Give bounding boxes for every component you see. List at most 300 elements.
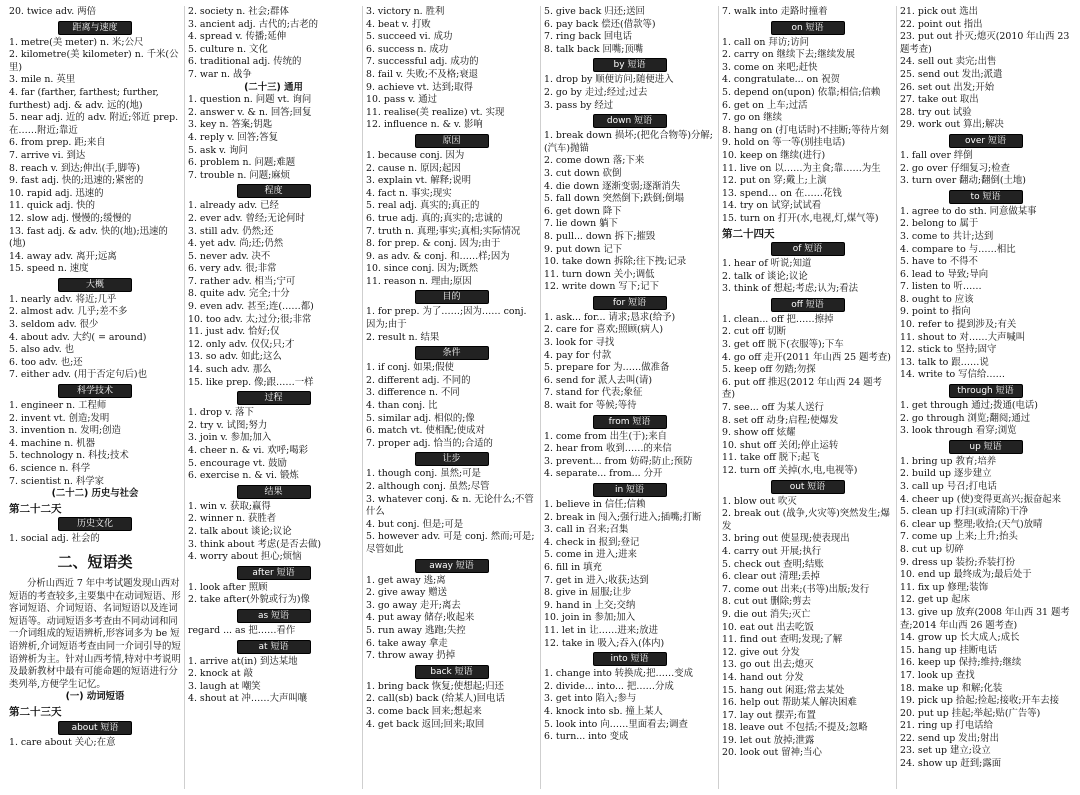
entry: 1. because conj. 因为 bbox=[366, 149, 465, 161]
entry: 7. rather adv. 相当;宁可 bbox=[188, 275, 296, 287]
entry: 11. find out 查明;发现;了解 bbox=[722, 634, 843, 646]
entry: 2. care for 喜欢;照顾(病人) bbox=[544, 324, 664, 336]
entry: 6. true adj. 真的;真实的;忠诚的 bbox=[366, 212, 503, 224]
entry: 7. war n. 战争 bbox=[188, 68, 252, 80]
entry: 1. agree to do sth. 同意做某事 bbox=[900, 205, 1037, 217]
entry: 4. get back 返回;回来;取回 bbox=[366, 718, 485, 730]
entry: 3. explain vt. 解释;说明 bbox=[366, 175, 472, 187]
entry: 9. achieve vt. 达到;取得 bbox=[366, 81, 473, 93]
entry: 2. carry on 继续下去;继续发展 bbox=[722, 49, 855, 61]
entry: 7. come out 出来;(书等)出版;发行 bbox=[722, 583, 870, 595]
entry: 11. shout to 对……大声喊叫 bbox=[900, 331, 1026, 343]
entry: 3. come back 回来;想起来 bbox=[366, 705, 482, 717]
entry: 1. metre(美 meter) n. 米;公尺 bbox=[9, 36, 144, 48]
intro-paragraph: 分析山西近 7 年中考试题发现山西对短语的考查较多,主要集中在动词短语、形容词短语、介词短语、名词短语以及连词短语等。动词短语多考查由不同动词和同一介词组成的短语辨析,形容词多为 be 短语辨析,介词短语考查由同一介词引导的短语辨析为主。针对山西考情,特对中考说明及最新教材中最有可能命题的短语进行分类列举,方便学生记忆。 bbox=[9, 577, 181, 690]
entry: 4. die down 逐渐变弱;逐渐消失 bbox=[544, 180, 681, 192]
entry: 10. shut off 关闭;停止运转 bbox=[722, 439, 839, 451]
entry: 5. check out 查明;结账 bbox=[722, 558, 824, 570]
entry: 5. ask v. 询问 bbox=[188, 144, 248, 156]
entry: 2. although conj. 虽然;尽管 bbox=[366, 481, 490, 492]
entry: 1. get away 逃;离 bbox=[366, 574, 446, 586]
entry: 5. never adv. 决不 bbox=[188, 250, 271, 262]
category-heading: of 短语 bbox=[771, 242, 845, 256]
entry: 6. get on 上车;过活 bbox=[722, 99, 808, 111]
entry: 6. very adv. 很;非常 bbox=[188, 263, 277, 275]
entry: 22. send up 发出;射出 bbox=[900, 732, 999, 744]
entry: 5. also adv. 也 bbox=[9, 344, 75, 356]
entry: 2. hear from 收到……的来信 bbox=[544, 443, 672, 455]
entry: 3. seldom adv. 很少 bbox=[9, 319, 99, 331]
category-heading: from 短语 bbox=[593, 415, 667, 429]
entry: 21. ring up 打电话给 bbox=[900, 720, 993, 732]
entry: 8. reach v. 到达;伸出(手,脚等) bbox=[9, 162, 141, 174]
entry: 5. technology n. 科技;技术 bbox=[9, 450, 129, 462]
entry: 2. kilometre(美 kilometer) n. 千米(公里) bbox=[9, 49, 179, 73]
entry: 3. turn over 翻动;翻倒(土地) bbox=[900, 175, 1026, 187]
entry: 12. put on 穿;戴上;上演 bbox=[722, 175, 827, 187]
entry: 1. break down 损坏;(把化合物等)分解;(汽车)抛锚 bbox=[544, 130, 713, 154]
entry: 5. similar adj. 相似的;像 bbox=[366, 412, 475, 424]
entry: 7. stand for 代表;象征 bbox=[544, 387, 643, 399]
section-title: 二、短语类 bbox=[57, 552, 133, 571]
entry: 2. go through 浏览;翻阅;通过 bbox=[900, 412, 1031, 424]
entry: 3. think of 想起;考虑;认为;看法 bbox=[722, 283, 858, 295]
entry: 3. pass by 经过 bbox=[544, 99, 614, 111]
day-heading: 第二十二天 bbox=[9, 502, 62, 515]
entry: 5. clean up 打扫(或清除)干净 bbox=[900, 506, 1029, 518]
entry: 28. try out 试验 bbox=[900, 106, 972, 118]
entry: 2. divide... into... 把……分成 bbox=[544, 680, 674, 692]
entry: 19. pick up 拾起;捡起;接收;开车去接 bbox=[900, 695, 1060, 707]
entry: 2. belong to 属于 bbox=[900, 218, 979, 230]
entry: 10. keep on 继续(进行) bbox=[722, 149, 826, 161]
entry: 9. hold on 等一等(别挂电话) bbox=[722, 137, 846, 149]
entry: 12. get up 起床 bbox=[900, 594, 970, 606]
entry: 2. call(sb) back (给某人)回电话 bbox=[366, 693, 505, 705]
category-heading: in 短语 bbox=[593, 483, 667, 497]
entry: 8. hang on (打电话时)不挂断;等待片刻 bbox=[722, 124, 889, 136]
entry: 2. society n. 社会;群体 bbox=[188, 6, 289, 17]
entry: 18. leave out 不包括;不提及;忽略 bbox=[722, 722, 868, 734]
entry: 7. proper adj. 恰当的;合适的 bbox=[366, 437, 493, 449]
entry: 24. show up 赶到;露面 bbox=[900, 758, 1002, 770]
entry: 10. eat out 出去吃饭 bbox=[722, 621, 814, 633]
entry: 6. take away 拿走 bbox=[366, 637, 448, 649]
entry: 2. talk of 谈论;议论 bbox=[722, 270, 808, 282]
entry: 2. go by 走过;经过;过去 bbox=[544, 86, 648, 98]
entry: 6. get down 降下 bbox=[544, 205, 622, 217]
entry: 1. win v. 获取;赢得 bbox=[188, 500, 271, 512]
entry: 20. look out 留神;当心 bbox=[722, 747, 822, 759]
entry: 1. nearly adv. 将近;几乎 bbox=[9, 293, 117, 305]
entry: 1. question n. 问题 vt. 询问 bbox=[188, 94, 312, 106]
entry: 7. listen to 听…… bbox=[900, 281, 982, 293]
entry: 6. from prep. 距;来自 bbox=[9, 137, 106, 149]
document-page bbox=[6, 6, 1074, 789]
category-heading: after 短语 bbox=[237, 566, 311, 580]
entry: 3. victory n. 胜利 bbox=[366, 6, 445, 17]
entry: 11. quick adj. 快的 bbox=[9, 200, 96, 212]
entry: 5. however adv. 可是 conj. 然而;可是;尽管如此 bbox=[366, 531, 535, 555]
entry: 9. show off 炫耀 bbox=[722, 427, 796, 439]
entry: 9. die out 消失;灭亡 bbox=[722, 608, 811, 620]
entry: 25. send out 发出;派遣 bbox=[900, 68, 1003, 80]
entry: 4. fact n. 事实;现实 bbox=[366, 187, 452, 199]
entry: 14. try on 试穿;试试看 bbox=[722, 200, 822, 212]
category-heading: as 短语 bbox=[237, 609, 311, 623]
verb-phrase-heading: (一) 动词短语 bbox=[65, 691, 125, 703]
entry: 5. depend on(upon) 依靠;相信;信赖 bbox=[722, 86, 881, 98]
column-3-lower bbox=[366, 559, 537, 732]
entry: 11. just adv. 恰好;仅 bbox=[188, 326, 280, 338]
category-heading: over 短语 bbox=[949, 134, 1023, 148]
entry: 6. lead to 导致;导向 bbox=[900, 268, 989, 280]
category-heading: 历史文化 bbox=[58, 517, 132, 531]
entry: 1. though conj. 虽然;可是 bbox=[366, 468, 481, 480]
entry: 12. turn off 关掉(水,电,电视等) bbox=[722, 465, 858, 476]
category-heading: about 短语 bbox=[58, 721, 132, 735]
entry: 2. ever adv. 曾经;无论何时 bbox=[188, 212, 305, 224]
entry: 6. too adv. 也;还 bbox=[9, 356, 83, 368]
entry: 8. set off 动身;启程;使爆发 bbox=[722, 414, 839, 426]
entry: 13. so adv. 如此;这么 bbox=[188, 351, 282, 363]
column-4 bbox=[540, 6, 718, 789]
entry: 4. about adv. 大约( = around) bbox=[9, 331, 147, 343]
entry: 12. slow adj. 慢慢的;缓慢的 bbox=[9, 212, 132, 224]
entry: 2. cause n. 原因;起因 bbox=[366, 162, 461, 174]
entry: 2. invent vt. 创造;发明 bbox=[9, 412, 110, 424]
entry: 5. fall down 突然倒下;跌倒;倒塌 bbox=[544, 193, 684, 205]
entry: 2. break in 闯入;强行进入;插嘴;打断 bbox=[544, 511, 702, 523]
entry: 15. like prep. 像;跟……一样 bbox=[188, 376, 314, 388]
entry: 2. take after(外貌或行为)像 bbox=[188, 594, 310, 606]
category-heading: out 短语 bbox=[771, 480, 845, 494]
column-1-upper bbox=[9, 6, 181, 546]
entry: 6. fill in 填充 bbox=[544, 561, 602, 573]
entry: 5. succeed vi. 成功 bbox=[366, 31, 453, 43]
entry: 6. send for 派人去叫(请) bbox=[544, 374, 653, 386]
entry: 4. machine n. 机器 bbox=[9, 437, 96, 449]
entry: 9. even adv. 甚至;连(……都) bbox=[188, 301, 314, 313]
column-2-lower bbox=[188, 526, 359, 706]
entry: 6. clear up 整理;收拾;(天气)放晴 bbox=[900, 518, 1043, 530]
entry: 5. encourage vt. 鼓励 bbox=[188, 457, 287, 469]
entry: 2. talk about 谈论;议论 bbox=[188, 525, 292, 537]
entry: 3. think about 考虑(是否去做) bbox=[188, 538, 322, 550]
entry: 3. cut down 砍倒 bbox=[544, 167, 622, 179]
category-heading: into 短语 bbox=[593, 652, 667, 666]
entry: 4. but conj. 但是;可是 bbox=[366, 518, 464, 530]
entry: 9. dress up 装扮;乔装打扮 bbox=[900, 556, 1015, 568]
entry: 6. pay back 偿还(借款等) bbox=[544, 18, 656, 30]
entry: 3. key n. 答案;钥匙 bbox=[188, 119, 273, 131]
entry: 14. write to 写信给…… bbox=[900, 369, 1005, 381]
entry: 11. fix up 修理;装饰 bbox=[900, 581, 989, 593]
entry: 3. look through 看穿;浏览 bbox=[900, 425, 1017, 437]
column-3-upper bbox=[366, 6, 537, 557]
entry: 5. give back 归还;送回 bbox=[544, 6, 645, 17]
category-heading: 条件 bbox=[415, 346, 489, 360]
entry: 20. twice adv. 两倍 bbox=[9, 6, 96, 17]
entry: 1. arrive at(in) 到达某地 bbox=[188, 655, 298, 667]
entry: 11. let in 让……进来;放进 bbox=[544, 624, 658, 636]
entry: 4. yet adv. 尚;还;仍然 bbox=[188, 238, 284, 250]
entry: 2. result n. 结果 bbox=[366, 331, 440, 343]
entry: 19. let out 放掉;泄露 bbox=[722, 734, 815, 746]
entry: 13. talk to 跟……说 bbox=[900, 356, 989, 368]
entry: 1. care about 关心;在意 bbox=[9, 736, 116, 748]
entry: 7. successful adj. 成功的 bbox=[366, 56, 479, 68]
entry: 9. put down 记下 bbox=[544, 243, 623, 255]
category-heading: off 短语 bbox=[771, 298, 845, 312]
entry: 4. cheer up (使)变得更高兴;振奋起来 bbox=[900, 493, 1062, 505]
entry: 9. as adv. & conj. 和……样;因为 bbox=[366, 250, 510, 262]
entry: 24. sell out 卖完;出售 bbox=[900, 56, 997, 68]
entry: 3. laugh at 嘲笑 bbox=[188, 680, 261, 692]
category-heading: 让步 bbox=[415, 452, 489, 466]
entry: 8. for prep. & conj. 因为;由于 bbox=[366, 238, 501, 250]
entry: 11. take off 脱下;起飞 bbox=[722, 452, 820, 464]
entry: 10. since conj. 因为;既然 bbox=[366, 263, 478, 275]
entry: 2. give away 赠送 bbox=[366, 587, 447, 599]
category-heading: 距离与速度 bbox=[58, 21, 132, 35]
entry: 3. prevent... from 妨碍;防止;预防 bbox=[544, 455, 693, 467]
subsection-heading: (二十三) 通用 bbox=[244, 81, 303, 93]
entry: 11. live on 以……为主食;靠……为生 bbox=[722, 162, 881, 174]
entry: 10. take down 拆除;往下拽;记录 bbox=[544, 256, 687, 268]
entry: 4. go off 走开(2011 年山西 25 题考查) bbox=[722, 351, 891, 363]
entry: 10. end up 最终成为;最后处于 bbox=[900, 569, 1032, 581]
entry: 5. near adj. 近的 adv. 附近;邻近 prep. 在……附近;靠近 bbox=[9, 112, 179, 136]
entry: 10. too adv. 太;过分;很;非常 bbox=[188, 313, 312, 325]
entry: 10. refer to 提到涉及;有关 bbox=[900, 319, 1017, 331]
entry: 4. put away 储存;收起来 bbox=[366, 612, 475, 624]
entry: 4. compare to 与……相比 bbox=[900, 243, 1016, 255]
entry: 18. make up 和解;化装 bbox=[900, 682, 1003, 694]
entry: 6. exercise n. & vi. 锻炼 bbox=[188, 470, 299, 482]
entry: 14. away adv. 离开;远离 bbox=[9, 250, 117, 262]
entry: 8. pull... down 拆下;摧毁 bbox=[544, 230, 656, 242]
entry: 17. lay out 摆弄;布置 bbox=[722, 709, 816, 721]
entry: 2. come down 落;下来 bbox=[544, 155, 645, 167]
entry: 4. carry out 开展;执行 bbox=[722, 545, 822, 557]
entry: 4. beat v. 打败 bbox=[366, 18, 431, 30]
entry: 8. quite adv. 完全;十分 bbox=[188, 288, 290, 300]
entry: 4. cheer n. & vi. 欢呼;喝彩 bbox=[188, 445, 309, 456]
category-heading: away 短语 bbox=[415, 559, 489, 573]
entry: 8. cut out 删除;剪去 bbox=[722, 596, 812, 608]
entry: 5. run away 逃跑;失控 bbox=[366, 624, 466, 636]
column-2-upper bbox=[188, 6, 359, 526]
entry: 8. cut up 切碎 bbox=[900, 543, 964, 555]
category-heading: 结果 bbox=[237, 485, 311, 499]
entry: 9. fast adj. 快的;迅速的;紧密的 bbox=[9, 175, 144, 187]
entry: 3. ancient adj. 古代的;古老的 bbox=[188, 18, 319, 30]
entry: 2. winner n. 获胜者 bbox=[188, 513, 277, 525]
entry: 7. come up 上来;上升;抬头 bbox=[900, 531, 1018, 543]
category-heading: 科学技术 bbox=[58, 384, 132, 398]
entry: 7. ring back 回电话 bbox=[544, 31, 633, 43]
entry: 8. ought to 应该 bbox=[900, 293, 974, 305]
entry: 1. hear of 听说;知道 bbox=[722, 258, 812, 270]
entry: 1. fall over 绊倒 bbox=[900, 149, 973, 161]
category-heading: 原因 bbox=[415, 134, 489, 148]
entry: 3. invention n. 发明;创造 bbox=[9, 425, 121, 437]
entry: 2. cut off 切断 bbox=[722, 326, 786, 338]
entry: 6. match vt. 使相配;使成对 bbox=[366, 425, 485, 437]
column-5 bbox=[718, 6, 896, 789]
column-1 bbox=[6, 6, 184, 789]
entry: 5. real adj. 真实的;真正的 bbox=[366, 200, 480, 212]
entry: 3. come on 来吧;赶快 bbox=[722, 61, 818, 73]
entry: 1. social adj. 社会的 bbox=[9, 533, 100, 545]
entry: 12. write down 写下;记下 bbox=[544, 281, 660, 293]
entry: 1. blow out 吹灭 bbox=[722, 495, 797, 507]
entry: 2. go over 仔细复习;检查 bbox=[900, 162, 1010, 174]
entry: 7. truth n. 真理;事实;真相;实际情况 bbox=[366, 225, 521, 237]
entry: 12. take in 吸入;吞入(体内) bbox=[544, 637, 665, 649]
entry: 8. give in 屈服;让步 bbox=[544, 587, 632, 599]
entry: 12. only adv. 仅仅;只;才 bbox=[188, 338, 295, 350]
entry: 8. talk back 回嘴;顶嘴 bbox=[544, 43, 644, 55]
category-heading: by 短语 bbox=[593, 58, 667, 72]
entry: 7. go on 继续 bbox=[722, 112, 782, 124]
entry: 6. turn... into 变成 bbox=[544, 731, 629, 743]
entry: 12. give out 分发 bbox=[722, 646, 800, 658]
category-heading: 目的 bbox=[415, 290, 489, 304]
entry: 1. come from 出生(于);来自 bbox=[544, 430, 668, 442]
entry: 16. help out 帮助某人解决困难 bbox=[722, 697, 857, 709]
entry: 8. wait for 等候;等待 bbox=[544, 400, 637, 412]
entry: 21. pick out 选出 bbox=[900, 6, 978, 17]
intro-block bbox=[9, 552, 181, 749]
entry: 7. throw away 扔掉 bbox=[366, 650, 456, 662]
column-2 bbox=[184, 6, 362, 789]
entry: 4. shout at 冲……大声叫嚷 bbox=[188, 693, 308, 705]
entry: 22. point out 指出 bbox=[900, 18, 983, 30]
entry: 1. bring up 教育;培养 bbox=[900, 455, 997, 467]
category-heading: down 短语 bbox=[593, 114, 667, 128]
entry: regard ... as 把……看作 bbox=[188, 624, 296, 636]
category-heading: up 短语 bbox=[949, 440, 1023, 454]
entry: 1. look after 照顾 bbox=[188, 581, 268, 593]
entry: 4. than conj. 比 bbox=[366, 400, 438, 412]
entry: 16. keep up 保持;维持;继续 bbox=[900, 657, 1022, 669]
entry: 4. knock into sb. 撞上某人 bbox=[544, 705, 663, 717]
entry: 3. still adv. 仍然;还 bbox=[188, 225, 274, 237]
entry: 2. almost adv. 几乎;差不多 bbox=[9, 306, 128, 318]
entry: 5. prepare for 为……做准备 bbox=[544, 362, 670, 374]
entry: 3. go away 走开;离去 bbox=[366, 599, 461, 611]
category-heading: 大概 bbox=[58, 278, 132, 292]
entry: 4. reply v. 回答;答复 bbox=[188, 131, 279, 143]
entry: 10. pass v. 通过 bbox=[366, 94, 437, 106]
category-heading: 程度 bbox=[237, 184, 311, 198]
category-heading: for 短语 bbox=[593, 296, 667, 310]
entry: 7. trouble n. 问题;麻烦 bbox=[188, 169, 291, 181]
entry: 1. for prep. 为了……;因为…… conj. 因为;由于 bbox=[366, 306, 527, 331]
category-heading: at 短语 bbox=[237, 640, 311, 654]
entry: 8. fail v. 失败;不及格;衰退 bbox=[366, 68, 479, 80]
entry: 3. join v. 参加;加入 bbox=[188, 432, 272, 444]
entry: 7. scientist n. 科学家 bbox=[9, 475, 105, 487]
entry: 10. rapid adj. 迅速的 bbox=[9, 187, 104, 199]
entry: 26. set out 出发;开始 bbox=[900, 81, 995, 93]
entry: 3. difference n. 不同 bbox=[366, 387, 460, 399]
entry: 9. point to 指向 bbox=[900, 306, 971, 318]
entry: 3. get into 陷入;参与 bbox=[544, 693, 637, 705]
entry: 23. put out 扑灭;熄灭(2010 年山西 23 题考查) bbox=[900, 31, 1070, 55]
day-heading: 第二十三天 bbox=[9, 705, 62, 718]
entry: 11. realise(美 realize) vt. 实现 bbox=[366, 106, 505, 118]
entry: 5. look into 向……里面看去;调查 bbox=[544, 718, 688, 730]
subsection-heading: (二十二) 历史与社会 bbox=[51, 488, 139, 500]
column-6 bbox=[896, 6, 1074, 789]
entry: 11. turn down 关小;调低 bbox=[544, 268, 655, 280]
entry: 3. mile n. 英里 bbox=[9, 74, 76, 86]
entry: 5. have to 不得不 bbox=[900, 256, 978, 268]
entry: 3. look for 寻找 bbox=[544, 337, 615, 349]
entry: 15. turn on 打开(水,电视,灯,煤气等) bbox=[722, 212, 879, 224]
category-heading: back 短语 bbox=[415, 665, 489, 679]
entry: 5. come in 进入;进来 bbox=[544, 549, 637, 561]
entry: 3. come to 共计;达到 bbox=[900, 230, 994, 242]
entry: 15. speed n. 速度 bbox=[9, 263, 89, 275]
entry: 4. worry about 担心;烦恼 bbox=[188, 551, 302, 563]
category-heading: 过程 bbox=[237, 391, 311, 405]
entry: 1. engineer n. 工程师 bbox=[9, 400, 107, 412]
entry: 4. pay for 付款 bbox=[544, 349, 612, 361]
entry: 6. traditional adj. 传统的 bbox=[188, 56, 302, 68]
entry: 2. answer v. & n. 回答;回复 bbox=[188, 106, 312, 118]
category-heading: to 短语 bbox=[949, 190, 1023, 204]
entry: 7. lie down 躺下 bbox=[544, 218, 618, 230]
entry: 13. spend... on 在……花钱 bbox=[722, 187, 842, 199]
entry: 5. culture n. 文化 bbox=[188, 43, 268, 55]
entry: 1. already adv. 已经 bbox=[188, 200, 279, 212]
entry: 2. try v. 试图;努力 bbox=[188, 419, 268, 431]
entry: 1. clean... off 把……擦掉 bbox=[722, 313, 834, 325]
entry: 3. bring out 使显现;使表现出 bbox=[722, 533, 850, 545]
entry: 13. go out 出去;熄灭 bbox=[722, 659, 814, 671]
entry: 3. call up 号召;打电话 bbox=[900, 481, 997, 492]
category-heading: on 短语 bbox=[771, 21, 845, 35]
entry: 3. get off 脱下(衣服等);下车 bbox=[722, 339, 844, 351]
entry: 6. put off 推迟(2012 年山西 24 题考查) bbox=[722, 376, 883, 401]
entry: 15. hang out 闲逛;常去某处 bbox=[722, 684, 845, 696]
entry: 7. either adv. (用于否定句后)也 bbox=[9, 369, 147, 381]
entry: 29. work out 算出;解决 bbox=[900, 119, 1004, 131]
entry: 6. science n. 科学 bbox=[9, 463, 91, 474]
entry: 23. set up 建立;设立 bbox=[900, 745, 991, 757]
entry: 11. reason n. 理由;原因 bbox=[366, 275, 472, 287]
entry: 14. grow up 长大成人;成长 bbox=[900, 632, 1020, 644]
entry: 13. give up 放弃(2008 年山西 31 题考查;2014 年山西 26 题考查) bbox=[900, 606, 1070, 631]
entry: 4. spread v. 传播;延伸 bbox=[188, 31, 287, 43]
entry: 2. build up 逐步建立 bbox=[900, 468, 992, 480]
entry: 4. far (farther, farthest; further, furthest) adj. & adv. 远的(地) bbox=[9, 86, 159, 111]
column-3 bbox=[362, 6, 540, 789]
entry: 14. such adv. 那么 bbox=[188, 364, 272, 376]
entry: 10. join in 参加;加入 bbox=[544, 612, 636, 624]
entry: 7. see... off 为某人送行 bbox=[722, 402, 824, 414]
entry: 3. whatever conj. & n. 无论什么;不管什么 bbox=[366, 493, 534, 518]
entry: 6. success n. 成功 bbox=[366, 43, 449, 55]
entry: 1. drop v. 落下 bbox=[188, 407, 254, 419]
entry: 6. problem n. 问题;难题 bbox=[188, 157, 296, 169]
entry: 4. separate... from... 分开 bbox=[544, 468, 663, 480]
entry: 4. congratulate... on 祝贺 bbox=[722, 74, 840, 86]
